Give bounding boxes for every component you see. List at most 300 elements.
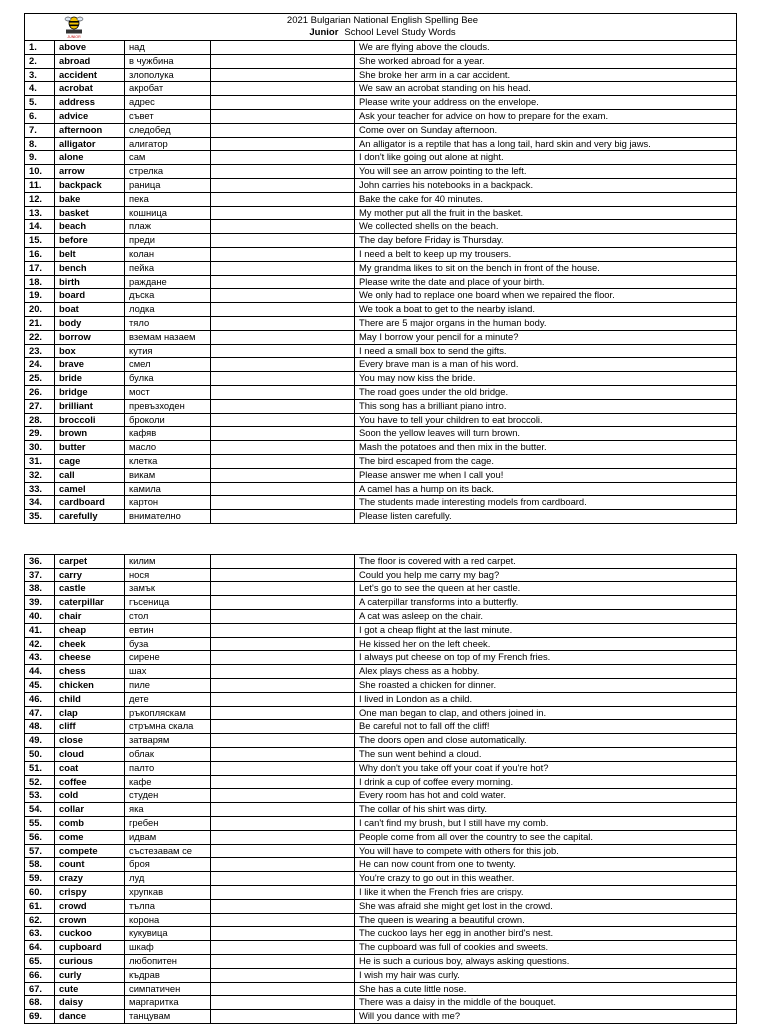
blank-cell xyxy=(211,261,355,275)
spelling-word: advice xyxy=(55,109,125,123)
word-row xyxy=(25,109,737,123)
word-row xyxy=(25,748,737,762)
word-row xyxy=(25,344,737,358)
spelling-word: basket xyxy=(55,206,125,220)
page-title: 2021 Bulgarian National English Spelling Bee xyxy=(286,15,479,26)
word-number: 61. xyxy=(25,899,55,913)
blank-cell xyxy=(211,289,355,303)
example-sentence: A camel has a hump on its back. xyxy=(355,482,737,496)
translation: затварям xyxy=(125,734,211,748)
word-row xyxy=(25,151,737,165)
example-sentence: Alex plays chess as a hobby. xyxy=(355,665,737,679)
translation: кафе xyxy=(125,775,211,789)
word-number: 36. xyxy=(25,554,55,568)
blank-cell xyxy=(211,955,355,969)
spelling-word: beach xyxy=(55,220,125,234)
translation: ръкопляскам xyxy=(125,706,211,720)
word-table-1 xyxy=(24,13,737,524)
example-sentence: The sun went behind a cloud. xyxy=(355,748,737,762)
spelling-word: coat xyxy=(55,761,125,775)
example-sentence: I don't like going out alone at night. xyxy=(355,151,737,165)
spelling-word: belt xyxy=(55,247,125,261)
blank-cell xyxy=(211,623,355,637)
page-subtitle xyxy=(29,27,736,39)
blank-cell xyxy=(211,247,355,261)
spelling-word: cheap xyxy=(55,623,125,637)
word-number: 1. xyxy=(25,41,55,55)
word-row xyxy=(25,803,737,817)
blank-cell xyxy=(211,692,355,706)
example-sentence: We are flying above the clouds. xyxy=(355,41,737,55)
word-row xyxy=(25,165,737,179)
header-row xyxy=(25,14,737,41)
spelling-word: brilliant xyxy=(55,399,125,413)
blank-cell xyxy=(211,137,355,151)
spelling-word: crown xyxy=(55,913,125,927)
blank-cell xyxy=(211,789,355,803)
word-number: 30. xyxy=(25,441,55,455)
example-sentence: I always put cheese on top of my French fries. xyxy=(355,651,737,665)
word-row xyxy=(25,582,737,596)
translation: гребен xyxy=(125,817,211,831)
translation: дъска xyxy=(125,289,211,303)
spelling-word: cupboard xyxy=(55,941,125,955)
word-row xyxy=(25,913,737,927)
example-sentence: She broke her arm in a car accident. xyxy=(355,68,737,82)
translation: мост xyxy=(125,385,211,399)
example-sentence: I can't find my brush, but I still have my comb. xyxy=(355,817,737,831)
blank-cell xyxy=(211,968,355,982)
spelling-word: dance xyxy=(55,1010,125,1024)
translation: в чужбина xyxy=(125,54,211,68)
word-number: 18. xyxy=(25,275,55,289)
translation: превъзходен xyxy=(125,399,211,413)
word-number: 14. xyxy=(25,220,55,234)
bee-logo-icon xyxy=(63,14,85,40)
word-row xyxy=(25,886,737,900)
word-row xyxy=(25,82,737,96)
word-number: 62. xyxy=(25,913,55,927)
example-sentence: You're crazy to go out in this weather. xyxy=(355,872,737,886)
translation: тяло xyxy=(125,316,211,330)
example-sentence: Bake the cake for 40 minutes. xyxy=(355,192,737,206)
blank-cell xyxy=(211,413,355,427)
translation: симпатичен xyxy=(125,982,211,996)
example-sentence: She was afraid she might get lost in the crowd. xyxy=(355,899,737,913)
blank-cell xyxy=(211,220,355,234)
spelling-word: chair xyxy=(55,610,125,624)
translation: смел xyxy=(125,358,211,372)
spelling-word: cardboard xyxy=(55,496,125,510)
word-number: 66. xyxy=(25,968,55,982)
blank-cell xyxy=(211,651,355,665)
word-number: 44. xyxy=(25,665,55,679)
word-row xyxy=(25,68,737,82)
translation: тълпа xyxy=(125,899,211,913)
word-row xyxy=(25,789,737,803)
word-number: 46. xyxy=(25,692,55,706)
word-number: 2. xyxy=(25,54,55,68)
translation: съвет xyxy=(125,109,211,123)
word-number: 48. xyxy=(25,720,55,734)
word-row xyxy=(25,234,737,248)
spelling-word: cuckoo xyxy=(55,927,125,941)
blank-cell xyxy=(211,96,355,110)
translation: палто xyxy=(125,761,211,775)
blank-cell xyxy=(211,330,355,344)
spelling-word: cute xyxy=(55,982,125,996)
word-row xyxy=(25,596,737,610)
example-sentence: He can now count from one to twenty. xyxy=(355,858,737,872)
word-row xyxy=(25,96,737,110)
example-sentence: You will see an arrow pointing to the left. xyxy=(355,165,737,179)
word-row xyxy=(25,275,737,289)
word-row xyxy=(25,427,737,441)
example-sentence: The bird escaped from the cage. xyxy=(355,454,737,468)
example-sentence: We took a boat to get to the nearby island. xyxy=(355,303,737,317)
spelling-word: carry xyxy=(55,568,125,582)
translation: плаж xyxy=(125,220,211,234)
example-sentence: We collected shells on the beach. xyxy=(355,220,737,234)
word-row xyxy=(25,761,737,775)
translation: клетка xyxy=(125,454,211,468)
spelling-word: clap xyxy=(55,706,125,720)
word-number: 39. xyxy=(25,596,55,610)
translation: сам xyxy=(125,151,211,165)
word-number: 25. xyxy=(25,372,55,386)
word-number: 34. xyxy=(25,496,55,510)
spelling-word: brave xyxy=(55,358,125,372)
blank-cell xyxy=(211,886,355,900)
spelling-word: coffee xyxy=(55,775,125,789)
word-number: 51. xyxy=(25,761,55,775)
example-sentence: I wish my hair was curly. xyxy=(355,968,737,982)
blank-cell xyxy=(211,913,355,927)
word-row xyxy=(25,261,737,275)
translation: кукувица xyxy=(125,927,211,941)
spelling-word: crazy xyxy=(55,872,125,886)
translation: следобед xyxy=(125,123,211,137)
word-number: 5. xyxy=(25,96,55,110)
spelling-word: bench xyxy=(55,261,125,275)
spelling-word: daisy xyxy=(55,996,125,1010)
translation: вземам назаем xyxy=(125,330,211,344)
example-sentence: Every room has hot and cold water. xyxy=(355,789,737,803)
spelling-word: curious xyxy=(55,955,125,969)
blank-cell xyxy=(211,679,355,693)
spelling-word: castle xyxy=(55,582,125,596)
word-row xyxy=(25,303,737,317)
example-sentence: Mash the potatoes and then mix in the butter. xyxy=(355,441,737,455)
word-number: 24. xyxy=(25,358,55,372)
word-row xyxy=(25,468,737,482)
example-sentence: The students made interesting models from cardboard. xyxy=(355,496,737,510)
word-number: 56. xyxy=(25,830,55,844)
word-number: 23. xyxy=(25,344,55,358)
translation: алигатор xyxy=(125,137,211,151)
word-number: 63. xyxy=(25,927,55,941)
spelling-word: chicken xyxy=(55,679,125,693)
word-row xyxy=(25,54,737,68)
example-sentence: May I borrow your pencil for a minute? xyxy=(355,330,737,344)
translation: броя xyxy=(125,858,211,872)
spelling-word: cloud xyxy=(55,748,125,762)
example-sentence: Every brave man is a man of his word. xyxy=(355,358,737,372)
translation: раждане xyxy=(125,275,211,289)
blank-cell xyxy=(211,385,355,399)
study-words-page xyxy=(24,13,736,1024)
example-sentence: The cupboard was full of cookies and sweets. xyxy=(355,941,737,955)
word-row xyxy=(25,872,737,886)
spelling-word: child xyxy=(55,692,125,706)
example-sentence: Soon the yellow leaves will turn brown. xyxy=(355,427,737,441)
word-row xyxy=(25,454,737,468)
word-row xyxy=(25,899,737,913)
example-sentence: The floor is covered with a red carpet. xyxy=(355,554,737,568)
word-number: 7. xyxy=(25,123,55,137)
word-number: 29. xyxy=(25,427,55,441)
spelling-word: cage xyxy=(55,454,125,468)
translation: студен xyxy=(125,789,211,803)
example-sentence: He kissed her on the left cheek. xyxy=(355,637,737,651)
translation: шкаф xyxy=(125,941,211,955)
spelling-word: boat xyxy=(55,303,125,317)
blank-cell xyxy=(211,454,355,468)
translation: идвам xyxy=(125,830,211,844)
blank-cell xyxy=(211,761,355,775)
spelling-word: carefully xyxy=(55,510,125,524)
word-number: 47. xyxy=(25,706,55,720)
translation: яка xyxy=(125,803,211,817)
blank-cell xyxy=(211,706,355,720)
word-number: 28. xyxy=(25,413,55,427)
spelling-word: camel xyxy=(55,482,125,496)
word-number: 22. xyxy=(25,330,55,344)
word-number: 19. xyxy=(25,289,55,303)
translation: състезавам се xyxy=(125,844,211,858)
example-sentence: A cat was asleep on the chair. xyxy=(355,610,737,624)
translation: корона xyxy=(125,913,211,927)
translation: буза xyxy=(125,637,211,651)
word-row xyxy=(25,734,737,748)
translation: пейка xyxy=(125,261,211,275)
word-row xyxy=(25,137,737,151)
word-number: 55. xyxy=(25,817,55,831)
translation: сирене xyxy=(125,651,211,665)
translation: кошница xyxy=(125,206,211,220)
example-sentence: Please write your address on the envelope. xyxy=(355,96,737,110)
blank-cell xyxy=(211,427,355,441)
word-row xyxy=(25,844,737,858)
blank-cell xyxy=(211,178,355,192)
spelling-word: acrobat xyxy=(55,82,125,96)
spelling-word: brown xyxy=(55,427,125,441)
example-sentence: Will you dance with me? xyxy=(355,1010,737,1024)
blank-cell xyxy=(211,775,355,789)
example-sentence: The collar of his shirt was dirty. xyxy=(355,803,737,817)
translation: танцувам xyxy=(125,1010,211,1024)
example-sentence: An alligator is a reptile that has a long tail, hard skin and very big jaws. xyxy=(355,137,737,151)
word-number: 60. xyxy=(25,886,55,900)
word-number: 43. xyxy=(25,651,55,665)
blank-cell xyxy=(211,358,355,372)
spelling-word: compete xyxy=(55,844,125,858)
word-number: 68. xyxy=(25,996,55,1010)
example-sentence: I lived in London as a child. xyxy=(355,692,737,706)
blank-cell xyxy=(211,803,355,817)
example-sentence: The doors open and close automatically. xyxy=(355,734,737,748)
word-row xyxy=(25,399,737,413)
blank-cell xyxy=(211,844,355,858)
spelling-word: address xyxy=(55,96,125,110)
blank-cell xyxy=(211,830,355,844)
word-row xyxy=(25,510,737,524)
word-number: 57. xyxy=(25,844,55,858)
word-row xyxy=(25,775,737,789)
word-row xyxy=(25,41,737,55)
blank-cell xyxy=(211,372,355,386)
blank-cell xyxy=(211,1010,355,1024)
word-row xyxy=(25,817,737,831)
blank-cell xyxy=(211,927,355,941)
translation: пиле xyxy=(125,679,211,693)
svg-text:JUNIOR: JUNIOR xyxy=(67,35,81,39)
example-sentence: Could you help me carry my bag? xyxy=(355,568,737,582)
example-sentence: One man began to clap, and others joined in. xyxy=(355,706,737,720)
translation: гъсеница xyxy=(125,596,211,610)
translation: булка xyxy=(125,372,211,386)
example-sentence: She has a cute little nose. xyxy=(355,982,737,996)
word-number: 38. xyxy=(25,582,55,596)
word-number: 4. xyxy=(25,82,55,96)
blank-cell xyxy=(211,206,355,220)
blank-cell xyxy=(211,510,355,524)
word-row xyxy=(25,651,737,665)
word-number: 21. xyxy=(25,316,55,330)
word-number: 65. xyxy=(25,955,55,969)
translation: къдрав xyxy=(125,968,211,982)
word-row xyxy=(25,679,737,693)
example-sentence: My grandma likes to sit on the bench in front of the house. xyxy=(355,261,737,275)
example-sentence: We only had to replace one board when we repaired the floor. xyxy=(355,289,737,303)
translation: евтин xyxy=(125,623,211,637)
spelling-word: crispy xyxy=(55,886,125,900)
blank-cell xyxy=(211,554,355,568)
blank-cell xyxy=(211,596,355,610)
translation: килим xyxy=(125,554,211,568)
word-row xyxy=(25,413,737,427)
word-number: 64. xyxy=(25,941,55,955)
example-sentence: I got a cheap flight at the last minute. xyxy=(355,623,737,637)
word-row xyxy=(25,858,737,872)
spelling-word: bridge xyxy=(55,385,125,399)
word-number: 17. xyxy=(25,261,55,275)
translation: над xyxy=(125,41,211,55)
spelling-word: cheek xyxy=(55,637,125,651)
example-sentence: The road goes under the old bridge. xyxy=(355,385,737,399)
word-number: 31. xyxy=(25,454,55,468)
spelling-word: body xyxy=(55,316,125,330)
blank-cell xyxy=(211,82,355,96)
spelling-word: cliff xyxy=(55,720,125,734)
spelling-word: abroad xyxy=(55,54,125,68)
spelling-word: crowd xyxy=(55,899,125,913)
translation: дете xyxy=(125,692,211,706)
translation: картон xyxy=(125,496,211,510)
example-sentence: People come from all over the country to see the capital. xyxy=(355,830,737,844)
word-number: 13. xyxy=(25,206,55,220)
word-number: 45. xyxy=(25,679,55,693)
translation: броколи xyxy=(125,413,211,427)
spelling-word: cheese xyxy=(55,651,125,665)
blank-cell xyxy=(211,982,355,996)
example-sentence: You have to tell your children to eat broccoli. xyxy=(355,413,737,427)
word-row xyxy=(25,927,737,941)
example-sentence: There are 5 major organs in the human body. xyxy=(355,316,737,330)
translation: адрес xyxy=(125,96,211,110)
blank-cell xyxy=(211,720,355,734)
translation: замък xyxy=(125,582,211,596)
translation: лодка xyxy=(125,303,211,317)
translation: раница xyxy=(125,178,211,192)
example-sentence: There was a daisy in the middle of the bouquet. xyxy=(355,996,737,1010)
word-number: 16. xyxy=(25,247,55,261)
word-number: 26. xyxy=(25,385,55,399)
blank-cell xyxy=(211,54,355,68)
word-row xyxy=(25,330,737,344)
blank-cell xyxy=(211,568,355,582)
word-number: 32. xyxy=(25,468,55,482)
level-label: Junior xyxy=(309,27,339,38)
word-number: 53. xyxy=(25,789,55,803)
word-number: 10. xyxy=(25,165,55,179)
blank-cell xyxy=(211,899,355,913)
example-sentence: You will have to compete with others for this job. xyxy=(355,844,737,858)
word-number: 15. xyxy=(25,234,55,248)
blank-cell xyxy=(211,637,355,651)
word-number: 52. xyxy=(25,775,55,789)
spelling-word: accident xyxy=(55,68,125,82)
word-row xyxy=(25,289,737,303)
spelling-word: carpet xyxy=(55,554,125,568)
translation: акробат xyxy=(125,82,211,96)
spelling-word: comb xyxy=(55,817,125,831)
example-sentence: She roasted a chicken for dinner. xyxy=(355,679,737,693)
blank-cell xyxy=(211,610,355,624)
blank-cell xyxy=(211,275,355,289)
example-sentence: We saw an acrobat standing on his head. xyxy=(355,82,737,96)
blank-cell xyxy=(211,858,355,872)
word-number: 9. xyxy=(25,151,55,165)
word-number: 50. xyxy=(25,748,55,762)
spelling-word: above xyxy=(55,41,125,55)
spelling-word: cold xyxy=(55,789,125,803)
word-row xyxy=(25,316,737,330)
word-row xyxy=(25,441,737,455)
word-row xyxy=(25,192,737,206)
word-row xyxy=(25,941,737,955)
translation: камила xyxy=(125,482,211,496)
word-row xyxy=(25,610,737,624)
spelling-word: box xyxy=(55,344,125,358)
example-sentence: I need a small box to send the gifts. xyxy=(355,344,737,358)
blank-cell xyxy=(211,316,355,330)
spelling-word: borrow xyxy=(55,330,125,344)
word-number: 69. xyxy=(25,1010,55,1024)
word-number: 54. xyxy=(25,803,55,817)
word-number: 37. xyxy=(25,568,55,582)
spelling-word: arrow xyxy=(55,165,125,179)
